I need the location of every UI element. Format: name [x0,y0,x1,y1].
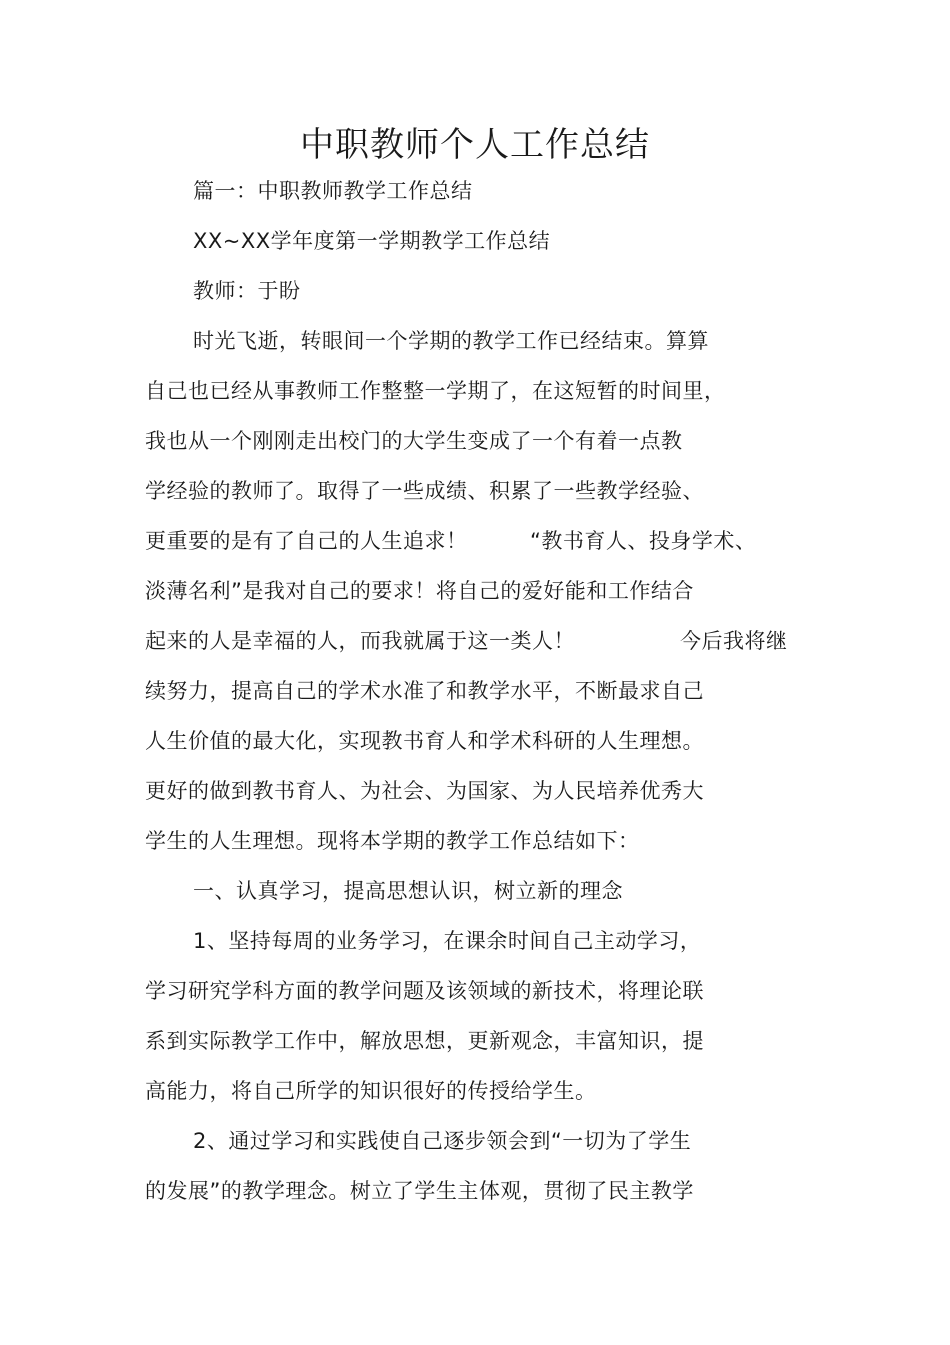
author-line: 教师：于盼 [193,279,301,303]
paragraph-line: 更重要的是有了自己的人生追求！ [145,529,468,553]
subtitle-line: XX~XX学年度第一学期教学工作总结 [193,229,551,253]
paragraph-line: 学生的人生理想。现将本学期的教学工作总结如下： [145,829,640,853]
section-heading: 篇一：中职教师教学工作总结 [193,179,473,203]
paragraph-line: 学经验的教师了。取得了一些成绩、积累了一些教学经验、 [145,479,704,503]
section-heading: 一、认真学习，提高思想认识，树立新的理念 [193,879,623,903]
paragraph-line: 起来的人是幸福的人，而我就属于这一类人！ [145,629,575,653]
paragraph-line: 淡薄名利”是我对自己的要求！将自己的爱好能和工作结合 [145,579,694,603]
document-title: 中职教师个人工作总结 [300,125,650,165]
paragraph-line: 2、通过学习和实践使自己逐步领会到“一切为了学生 [193,1129,692,1153]
paragraph-line: 时光飞逝，转眼间一个学期的教学工作已经结束。算算 [193,329,709,353]
paragraph-line: 人生价值的最大化，实现教书育人和学术科研的人生理想。 [145,729,704,753]
paragraph-line: 系到实际教学工作中，解放思想，更新观念，丰富知识，提 [145,1029,704,1053]
paragraph-line: 我也从一个刚刚走出校门的大学生变成了一个有着一点教 [145,429,683,453]
paragraph-line-fragment: “教书育人、投身学术、 [530,529,757,553]
paragraph-line: 的发展”的教学理念。树立了学生主体观，贯彻了民主教学 [145,1179,694,1203]
paragraph-line: 高能力，将自己所学的知识很好的传授给学生。 [145,1079,597,1103]
paragraph-line: 续努力，提高自己的学术水准了和教学水平，不断最求自己 [145,679,704,703]
paragraph-line-fragment: 今后我将继 [680,629,788,653]
paragraph-line: 自己也已经从事教师工作整整一学期了，在这短暂的时间里， [145,379,726,403]
paragraph-line: 1、坚持每周的业务学习，在课余时间自己主动学习， [193,929,702,953]
paragraph-line: 学习研究学科方面的教学问题及该领域的新技术，将理论联 [145,979,704,1003]
paragraph-line: 更好的做到教书育人、为社会、为国家、为人民培养优秀大 [145,779,704,803]
